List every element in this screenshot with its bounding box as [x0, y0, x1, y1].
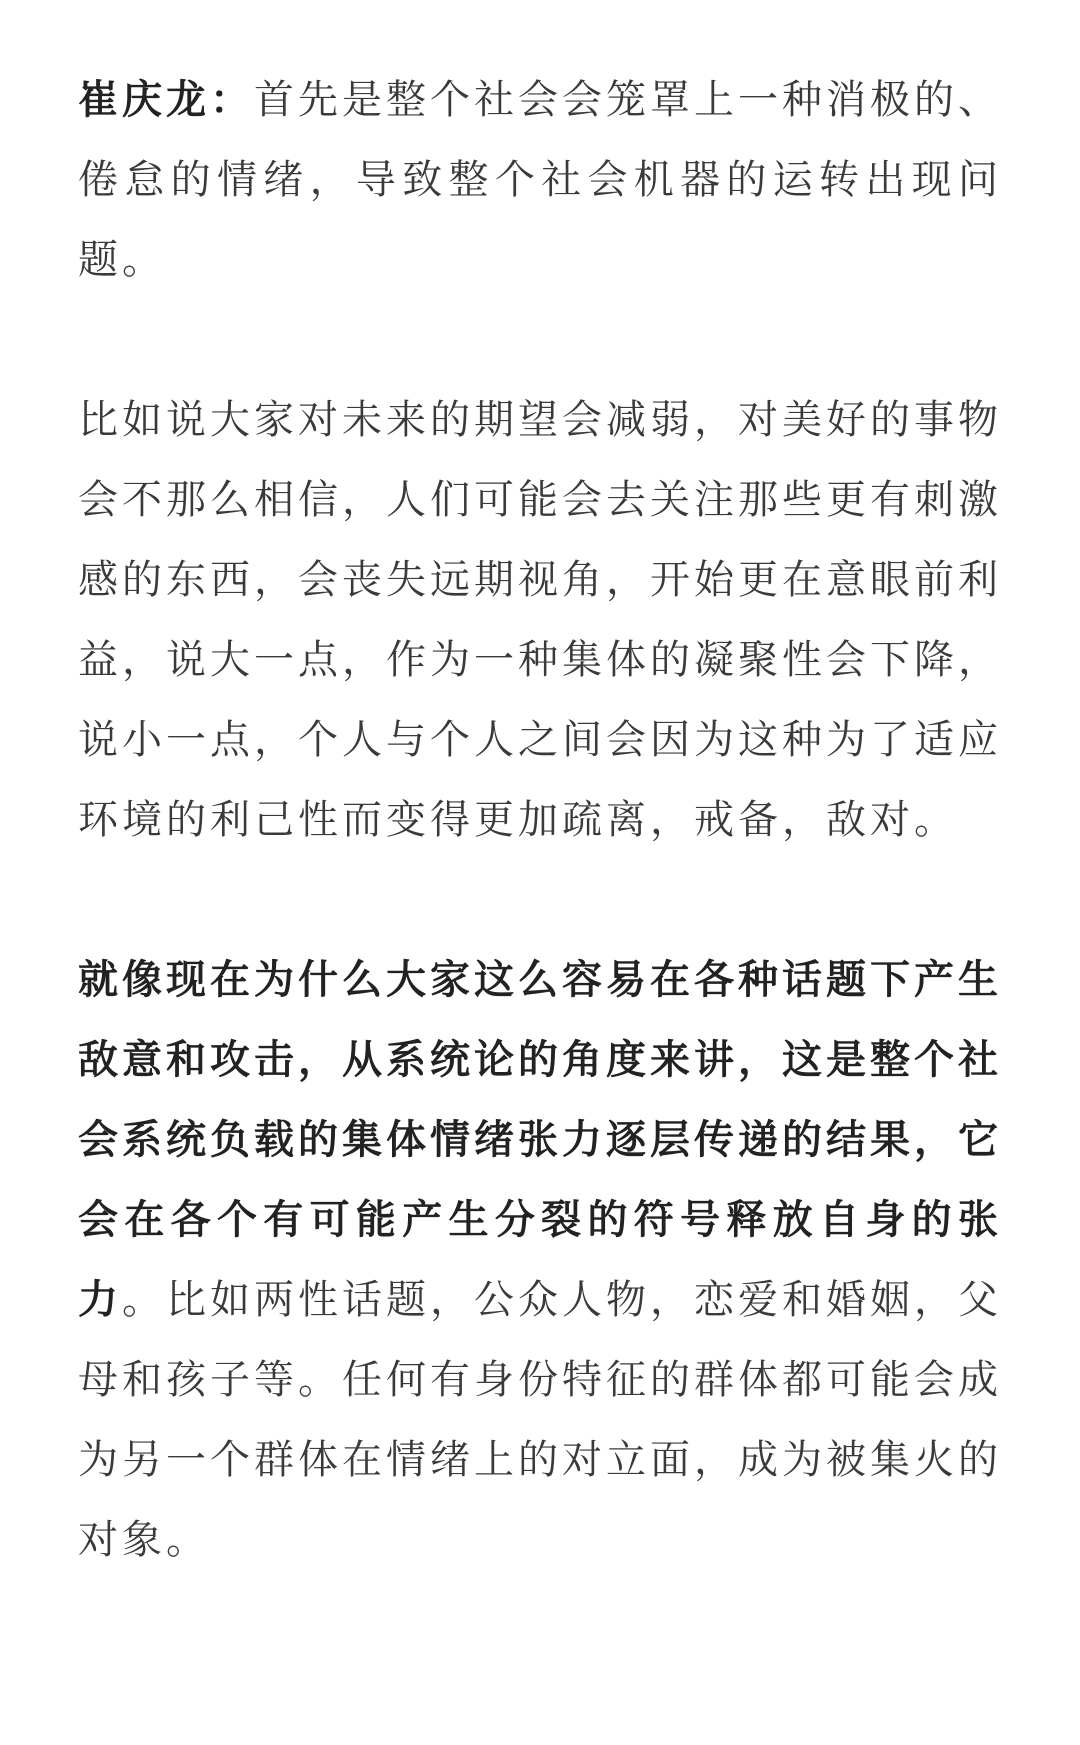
paragraph-2-text: 比如说大家对未来的期望会减弱，对美好的事物会不那么相信，人们可能会去关注那些更有刺激感的东西，会丧失远期视角，开始更在意眼前利益，说大一点，作为一种集体的凝聚性会下降，说小一点，个人与个人之间会因为这种为了适应环境的利己性而变得更加疏离，戒备，敌对。: [78, 397, 1002, 843]
speaker-name: 崔庆龙: [78, 77, 210, 123]
paragraph-3: [78, 940, 1002, 1580]
speaker-colon: ：: [210, 77, 254, 123]
paragraph-1: [78, 60, 1002, 300]
paragraph-3-text: 。比如两性话题，公众人物，恋爱和婚姻，父母和孩子等。任何有身份特征的群体都可能会成为另一个群体在情绪上的对立面，成为被集火的对象。: [78, 1277, 1002, 1563]
article-body: [78, 60, 1002, 1580]
paragraph-2: [78, 380, 1002, 860]
paragraph-3-bold-text: 就像现在为什么大家这么容易在各种话题下产生敌意和攻击，从系统论的角度来讲，这是整个社会系统负载的集体情绪张力逐层传递的结果，它会在各个有可能产生分裂的符号释放自身的张力: [78, 957, 1002, 1323]
paragraph-1-text: 首先是整个社会会笼罩上一种消极的、倦怠的情绪，导致整个社会机器的运转出现问题。: [78, 77, 1002, 283]
